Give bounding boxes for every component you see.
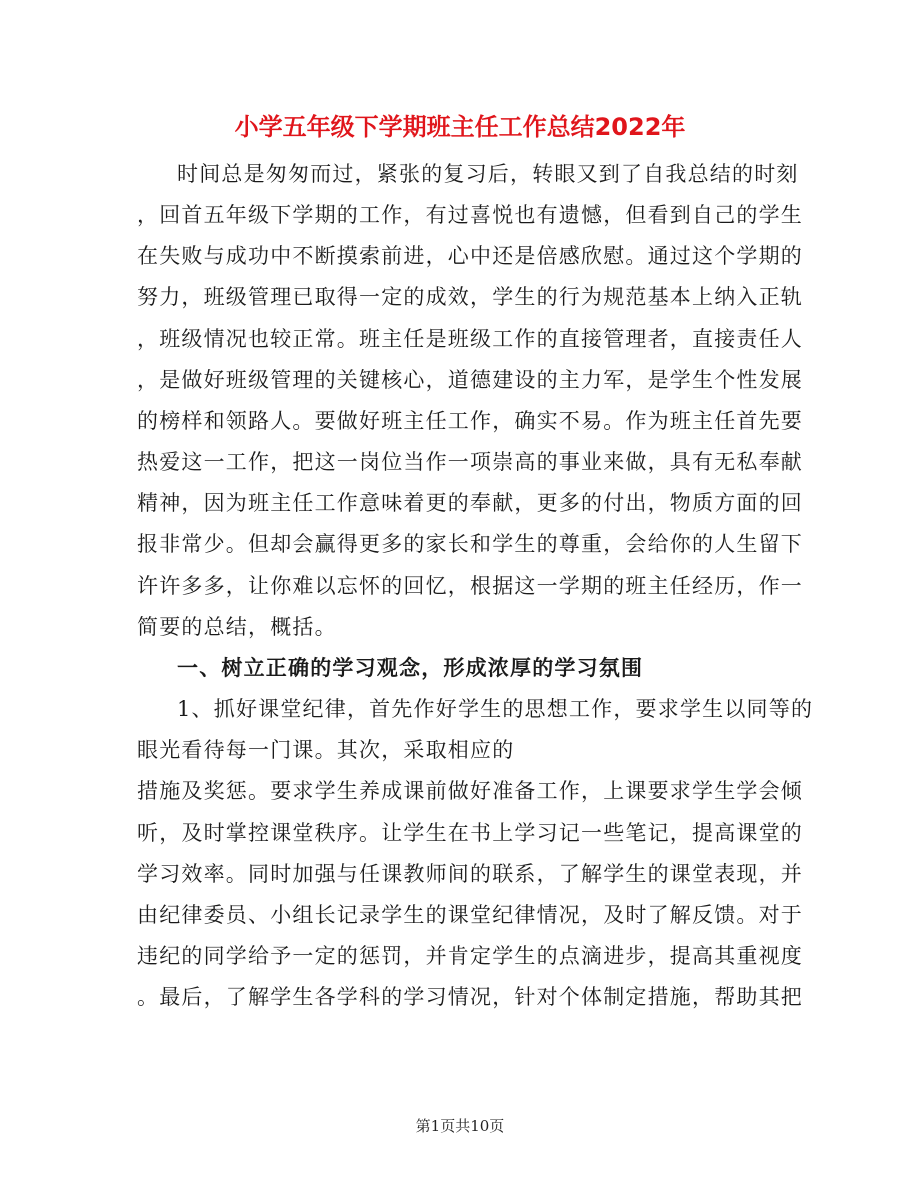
text-line: 热爱这一工作，把这一岗位当作一项崇高的事业来做，具有无私奉献 [137, 450, 803, 474]
text-line: 1、抓好课堂纪律，首先作好学生的思想工作，要求学生以同等的 [177, 697, 814, 721]
text-line: 。最后，了解学生各学科的学习情况，针对个体制定措施，帮助其把 [137, 985, 803, 1009]
text-line: 听，及时掌控课堂秩序。让学生在书上学习记一些笔记，提高课堂的 [137, 821, 803, 845]
text-line: 精神，因为班主任工作意味着更的奉献，更多的付出，物质方面的回 [137, 491, 803, 515]
text-line: 由纪律委员、小组长记录学生的课堂纪律情况，及时了解反馈。对于 [137, 903, 803, 927]
text-line: 在失败与成功中不断摸索前进，心中还是倍感欣慰。通过这个学期的 [137, 244, 803, 268]
text-line: ，回首五年级下学期的工作，有过喜悦也有遗憾，但看到自己的学生 [137, 203, 803, 227]
text-line: ，班级情况也较正常。班主任是班级工作的直接管理者，直接责任人 [137, 327, 803, 351]
text-line: ，是做好班级管理的关键核心，道德建设的主力军，是学生个性发展 [137, 368, 803, 392]
text-line: 时间总是匆匆而过，紧张的复习后，转眼又到了自我总结的时刻 [177, 162, 799, 186]
section-heading: 一、树立正确的学习观念，形成浓厚的学习氛围 [177, 655, 644, 680]
text-line: 措施及奖惩。要求学生养成课前做好准备工作，上课要求学生学会倾 [137, 779, 803, 803]
text-line: 的榜样和领路人。要做好班主任工作，确实不易。作为班主任首先要 [137, 409, 803, 433]
text-line: 努力，班级管理已取得一定的成效，学生的行为规范基本上纳入正轨 [137, 285, 803, 309]
text-line: 学习效率。同时加强与任课教师间的联系，了解学生的课堂表现，并 [137, 862, 803, 886]
text-line: 违纪的同学给予一定的惩罚，并肯定学生的点滴进步，提高其重视度 [137, 944, 803, 968]
page-footer: 第1页共10页 [415, 1117, 505, 1135]
text-line: 简要的总结，概括。 [137, 615, 337, 639]
text-line: 许许多多，让你难以忘怀的回忆，根据这一学期的班主任经历，作一 [137, 574, 803, 598]
text-line: 眼光看待每一门课。其次，采取相应的 [137, 738, 515, 762]
text-line: 报非常少。但却会赢得更多的家长和学生的尊重，会给你的人生留下 [137, 532, 803, 556]
document-title: 小学五年级下学期班主任工作总结2022年 [234, 113, 686, 141]
